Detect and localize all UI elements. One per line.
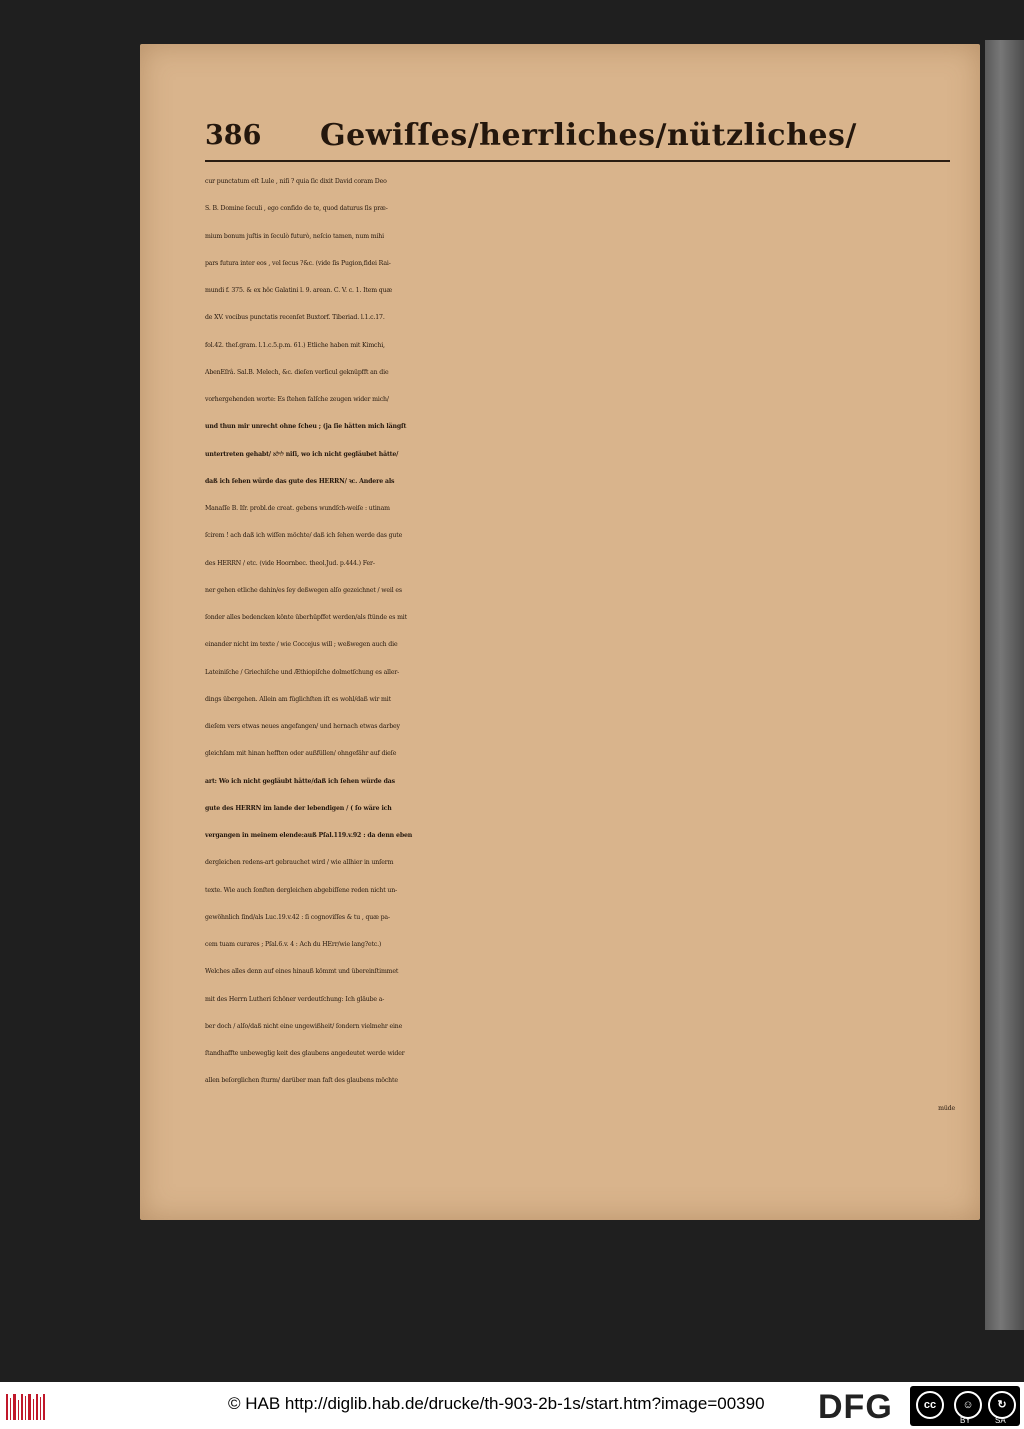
text-line: ſtandhaffte unbeweglig keit des glaubens angedeutet werde wider [205, 1050, 405, 1057]
text-line: des HERRN / etc. (vide Hoornbec. theol.Jud. p.444.) Fer- [205, 559, 375, 567]
text-line: dieſem vers etwas neues angefangen/ und hernach etwas darbey [205, 723, 400, 730]
text-line: Manaſſe B. Iſr. probl.de creat. gebens wundſch-weiſe : utinam [205, 505, 390, 512]
text-line: ber doch / alſo/daß nicht eine ungewißheit/ ſondern vielmehr eine [205, 1022, 403, 1030]
creative-commons-badge[interactable] [910, 1386, 1020, 1426]
dfg-logo: DFG [818, 1388, 893, 1426]
text-line: vorhergehenden worte: Es ſtehen falſche zeugen wider mich/ [205, 396, 389, 403]
text-line: pars futura inter eos , vel ſecus ?&c. (vide ſis Pugion,fidei Rai- [205, 259, 391, 267]
cc-icon: cc [916, 1391, 944, 1419]
license-by-label: BY [960, 1416, 971, 1425]
page-text-block [205, 168, 955, 1122]
page-number: 386 [205, 120, 262, 151]
text-line: AbenEſrâ. Sal.B. Melech, &c. dieſen verſicul geknüpfft an die [205, 368, 389, 376]
text-line: textе. Wie auch ſonſten dergleichen abgebiſſene reden nicht un- [205, 886, 398, 894]
text-line: gute des HERRN im lande der lebendigen / ( ſo wäre ich [205, 804, 392, 812]
running-head: Gewiſſes/herrliches/nützliches/ [320, 118, 857, 153]
text-line: ſcirem ! ach daß ich wiſſen möchte/ daß ich ſehen werde das gute [205, 532, 403, 540]
license-sa-label: SA [995, 1416, 1006, 1425]
text-line: Lateiniſche / Griechiſche und Æthiopiſche dolmetſchung es aller- [205, 668, 400, 676]
text-line: S. B. Domine ſeculi , ego confido de te, quod daturus ſis præ- [205, 205, 388, 213]
text-line: fol.42. theſ.gram. l.1.c.5.p.m. 61.) Etliche haben mit Kimchi, [205, 341, 385, 349]
text-line: allen beſorglichen ſturm/ darüber man faſt des glaubens möchte [205, 1077, 398, 1085]
text-line: art: Wo ich nicht gegläubt hätte/daß ich ſehen würde das [205, 777, 395, 785]
barcode-icon [6, 1392, 46, 1422]
adjacent-page-edge [985, 40, 1024, 1330]
share-alike-icon: ↻ [988, 1391, 1016, 1419]
text-line: dergleichen redens-art gebrauchet wird / wie allhier in unſerm [205, 859, 394, 867]
text-line: müde [938, 1104, 955, 1112]
person-icon: ☺ [954, 1391, 982, 1419]
text-line: gewöhnlich ſind/als Luc.19.v.42 : ſi cognoviſſes & tu , quæ pa- [205, 913, 390, 921]
text-line: untertreten gehabt/ לולא niſi, wo ich nicht gegläubet hätte/ [205, 450, 399, 458]
copyright-link[interactable]: © HAB http://diglib.hab.de/drucke/th-903-2b-1s/start.htm?image=00390 [228, 1394, 765, 1413]
text-line: cem tuam curares ; Pſal.6.v. 4 : Ach du HErr/wie lang?etc.) [205, 941, 382, 948]
text-line: mundi f. 375. & ex hôc Galatini l. 9. arean. C. V. c. 1. Item quæ [205, 287, 393, 294]
text-line: mium bonum juſtis in ſeculò futurò, neſcio tamen, num mihi [205, 232, 384, 240]
text-line: gleichſam mit hinan hefften oder außfüllen/ ohngefähr auf dieſe [205, 750, 397, 758]
text-line: Welches alles denn auf eines hinauß kömmt und übereinſtimmet [205, 968, 399, 976]
text-line: einander nicht im texte / wie Coccejus will ; weßwegen auch die [205, 641, 398, 649]
text-line: ner gehen etliche dahin/es ſey deßwegen alſo gezeichnet / weil es [205, 586, 402, 594]
text-line: mit des Herrn Lutheri ſchöner verdeutſchung: Ich gläube a- [205, 995, 385, 1003]
footer-bar [0, 1382, 1024, 1429]
text-line: ſonder alles bedencken könte überhüpffet werden/als ſtünde es mit [205, 614, 407, 621]
text-line: de XV. vocibus punctatis recenſet Buxtorf. Tiberiad. l.1.c.17. [205, 314, 385, 322]
text-line: und thun mir unrecht ohne ſcheu ; (ja ſie hätten mich längſt [205, 423, 407, 431]
text-line: vergangen in meinem elende:auß Pſal.119.v.92 : da denn eben [205, 832, 413, 839]
text-line: cur punctatum eſt Lule , niſi ? quia ſic dixit David coram Deo [205, 178, 387, 185]
text-line: dings übergehen. Allein am füglichſten iſt es wohl/daß wir mit [205, 695, 391, 703]
text-line: daß ich ſehen würde das gute des HERRN/ ꝛc. Andere als [205, 477, 395, 485]
header-rule [205, 160, 950, 162]
